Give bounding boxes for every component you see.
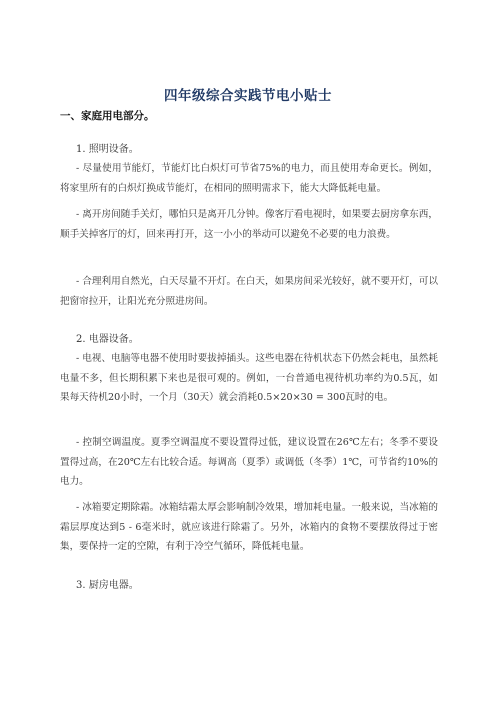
paragraph-air-conditioner: - 控制空调温度。夏季空调温度不要设置得过低，建议设置在26℃左右；冬季不要设置得过高，在20℃左右比较合适。每调高（夏季）或调低（冬季）1℃，可节省约10%的电力。 bbox=[60, 437, 438, 487]
item-heading-appliances: 2. 电器设备。 bbox=[76, 334, 139, 345]
document-title: 四年级综合实践节电小贴士 bbox=[164, 88, 332, 104]
item-heading-kitchen: 3. 厨房电器。 bbox=[76, 580, 139, 591]
paragraph-unplug-appliances: - 电视、电脑等电器不使用时要拔掉插头。这些电器在待机状态下仍然会耗电，虽然耗电量不多，但长期积累下来也是很可观的。例如，一台普通电视待机功率约为0.5瓦，如果每天待机20小时，一个月（30天）就会消耗0.5×20×30 = 300瓦时的电。 bbox=[60, 353, 438, 403]
item-heading-lighting: 1. 照明设备。 bbox=[76, 144, 139, 155]
paragraph-energy-saving-bulbs: - 尽量使用节能灯，节能灯比白炽灯可节省75%的电力，而且使用寿命更长。例如，将家里所有的白炽灯换成节能灯，在相同的照明需求下，能大大降低耗电量。 bbox=[60, 163, 438, 194]
paragraph-natural-light: - 合理利用自然光，白天尽量不开灯。在白天，如果房间采光较好，就不要开灯，可以把窗帘拉开，让阳光充分照进房间。 bbox=[60, 276, 438, 307]
paragraph-fridge-defrost: - 冰箱要定期除霜。冰箱结霜太厚会影响制冷效果，增加耗电量。一般来说，当冰箱的霜层厚度达到5 - 6毫米时，就应该进行除霜了。另外，冰箱内的食物不要摆放得过于密集，要保持一定的空隙，有利于冷空气循环，降低耗电量。 bbox=[60, 502, 438, 552]
section-heading: 一、家庭用电部分。 bbox=[60, 110, 155, 122]
paragraph-turn-off-lights: - 离开房间随手关灯，哪怕只是离开几分钟。像客厅看电视时，如果要去厨房拿东西，顺手关掉客厅的灯，回来再打开，这一小小的举动可以避免不必要的电力浪费。 bbox=[60, 209, 438, 240]
